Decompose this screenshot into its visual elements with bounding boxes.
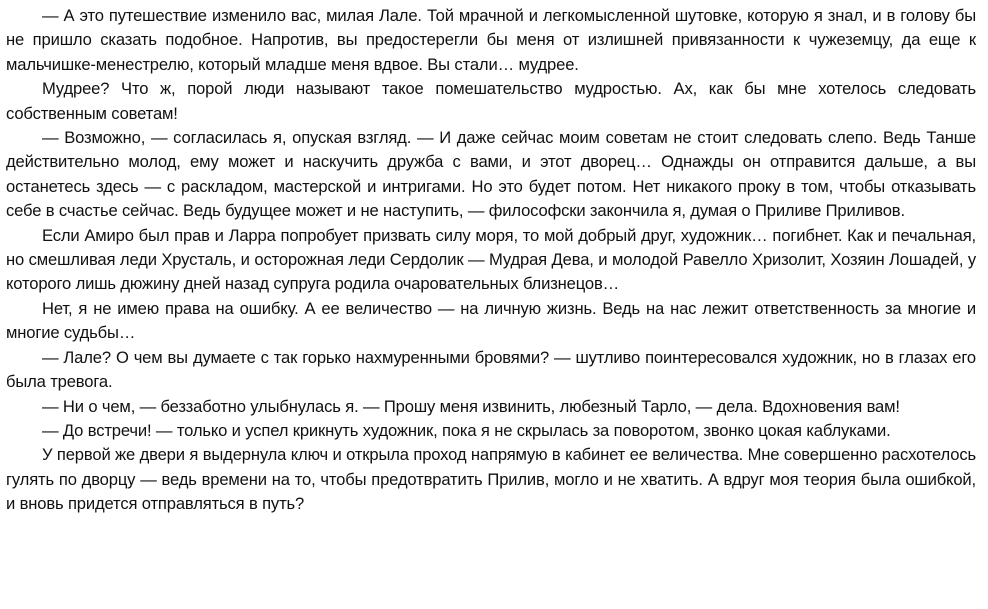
paragraph: Мудрее? Что ж, порой люди называют такое помешательство мудростью. Ах, как бы мне хотелось следовать собственным советам! [6,79,976,123]
paragraph: — А это путешествие изменило вас, милая Лале. Той мрачной и легкомысленной шутовке, которую я знал, и в голову бы не пришло сказать подобное. Напротив, вы предостерегли бы меня от излишней привязанности к чужеземцу, да еще к мальчишке-менестрелю, который младше меня вдвое. Вы стали… мудрее. [6,6,976,74]
paragraph: Нет, я не имею права на ошибку. А ее величество — на личную жизнь. Ведь на нас лежит ответственность за многие и многие судьбы… [6,298,976,343]
paragraph: — Ни о чем, — беззаботно улыбнулась я. — Прошу меня извинить, любезный Тарло, — дела. Вдохновения вам! [42,396,900,416]
paragraph: Если Амиро был прав и Ларра попробует призвать силу моря, то мой добрый друг, художник… погибнет. Как и печальная, но смешливая леди Хрусталь, и осторожная леди Сердолик — Мудрая Дева, и молодой Равелло Хризолит, Хозяин Лошадей, у которого лишь дюжину дней назад супруга родила очаровательных близнецов… [6,225,976,294]
paragraph: — До встречи! — только и успел крикнуть художник, пока я не скрылась за поворотом, звонко цокая каблуками. [42,420,891,440]
paragraph: — Возможно, — согласилась я, опуская взгляд. — И даже сейчас моим советам не стоит следовать слепо. Ведь Танше действительно молод, ему может и наскучить дружба с вами, и этот дворец… Однажды он отправится дальше, а вы останетесь здесь — с раскладом, мастерской и интригами. Но это будет потом. Нет никакого проку в том, чтобы отказывать себе в счастье сейчас. Ведь будущее может и не наступить, — философски закончила я, думая о Приливе Приливов. [6,128,976,221]
paragraph: — Лале? О чем вы думаете с так горько нахмуренными бровями? — шутливо поинтересовался художник, но в глазах его была тревога. [6,347,976,392]
paragraph: У первой же двери я выдернула ключ и открыла проход напрямую в кабинет ее величества. Мне совершенно расхотелось гулять по дворцу — ведь времени на то, чтобы предотвратить Прилив, могло и не хватить. А вдруг моя теория была ошибкой, и вновь придется отправляться в путь? [6,445,976,514]
